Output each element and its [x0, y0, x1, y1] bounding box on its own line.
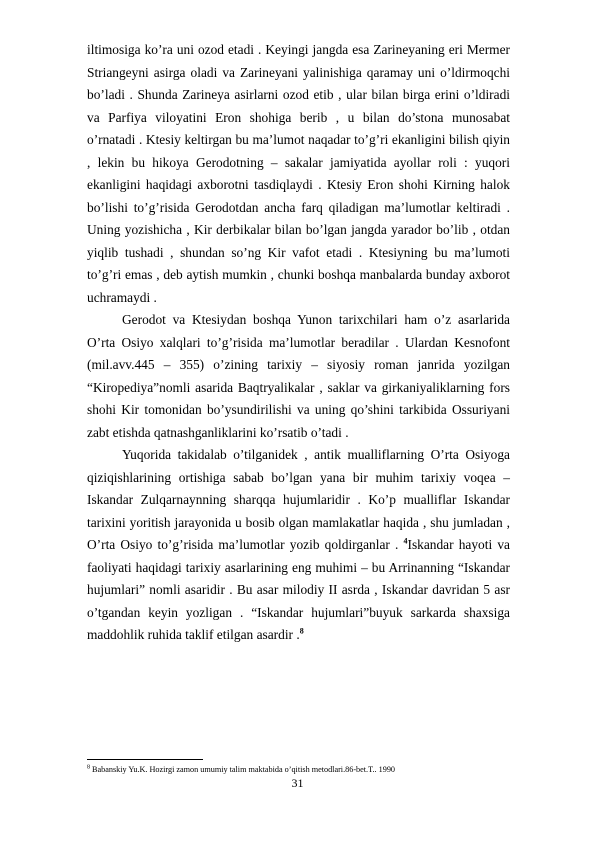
footnote-mark-4: 4: [403, 536, 408, 546]
paragraph-1: iltimosiga ko’ra uni ozod etadi . Keyingi jangda esa Zarineyaning eri Mermer Striangeyni asirga oladi va Zarineyani yalinishiga qaramay uni o’ldirmoqchi bo’ladi . Shunda Zarineya asirlarni ozod etib , ular bilan birga erini o’ldiradi va Parfiya viloyatini Eron shohiga berib , u bilan do’stona munosabat o’rnatadi . Ktesiy keltirgan bu ma’lumot naqadar to’g’ri ekanligini bilish qiyin , lekin bu hikoya Gerodotning – sakalar jamiyatida ayollar roli : yuqori ekanligini haqidagi axborotni tasdiqlaydi . Ktesiy Eron shohi Kirning halok bo’lishi to’g’risida Gerodotdan ancha farq qiladigan ma’lumotlar keltiradi . Uning yozishicha , Kir derbikalar bilan bo’lgan jangda yarador bo’lib , otdan yiqlib tushadi , shundan so’ng Kir vafot etadi . Ktesiyning bu ma’lumoti to’g’ri emas , deb aytish mumkin , chunki boshqa manbalarda bunday axborot uchramaydi .: [87, 42, 510, 305]
body-text: [87, 39, 510, 647]
footnote-separator: [87, 759, 203, 760]
footnote: [87, 765, 510, 775]
page-number: 31: [291, 776, 304, 790]
footnote-mark-8: 8: [299, 626, 304, 636]
paragraph-3-continuation: Iskandar hayoti va faoliyati haqidagi tarixiy asarlarining eng muhimi – bu Arrinanning “Iskandar hujumlari” nomli asaridir . Bu asar milodiy II asrda , Iskandar davridan 5 asr o’tgandan keyin yozligan . “Iskandar hujumlari”buyuk sarkarda shaxsiga maddohlik ruhida taklif etilgan asardir .: [87, 537, 510, 642]
paragraph-3-text: Yuqorida takidalab o’tilganidek , antik mualliflarning O’rta Osiyoga qiziqishlarining ortishiga sabab bo’lgan yana bir muhim tarixiy voqea – Iskandar Zulqarnaynning sharqqa hujumlaridir . Ko’p mualliflar Iskandar tarixini yoritish jarayonida u bosib olgan mamlakatlar haqida , shu jumladan , O’rta Osiyo to’g’risida ma’lumotlar yozib qoldirganlar .: [87, 447, 510, 552]
paragraph-3: [87, 444, 510, 647]
footnote-number: 8: [87, 764, 90, 771]
paragraph-2: Gerodot va Ktesiydan boshqa Yunon tarixchilari ham o’z asarlarida O’rta Osiyo xalqlari to’g’risida ma’lumotlar beradilar . Ulardan Kesnofont (mil.avv.445 – 355) o’zining tarixiy – siyosiy roman janrida yozilgan “Kiropediya”nomli asarida Baqtryalikalar , saklar va girkaniyaliklarning fors shohi Kir tomonidan bo’ysundirilishi va uning qo’shini tarkibida Ossuriyani zabt etishda qatnashganliklarini ko’rsatib o’tadi .: [87, 312, 510, 440]
footnote-text: Babanskiy Yu.K. Hozirgi zamon umumiy talim maktabida o’qitish metodlari.86-bet.T.. 1990: [92, 765, 396, 774]
